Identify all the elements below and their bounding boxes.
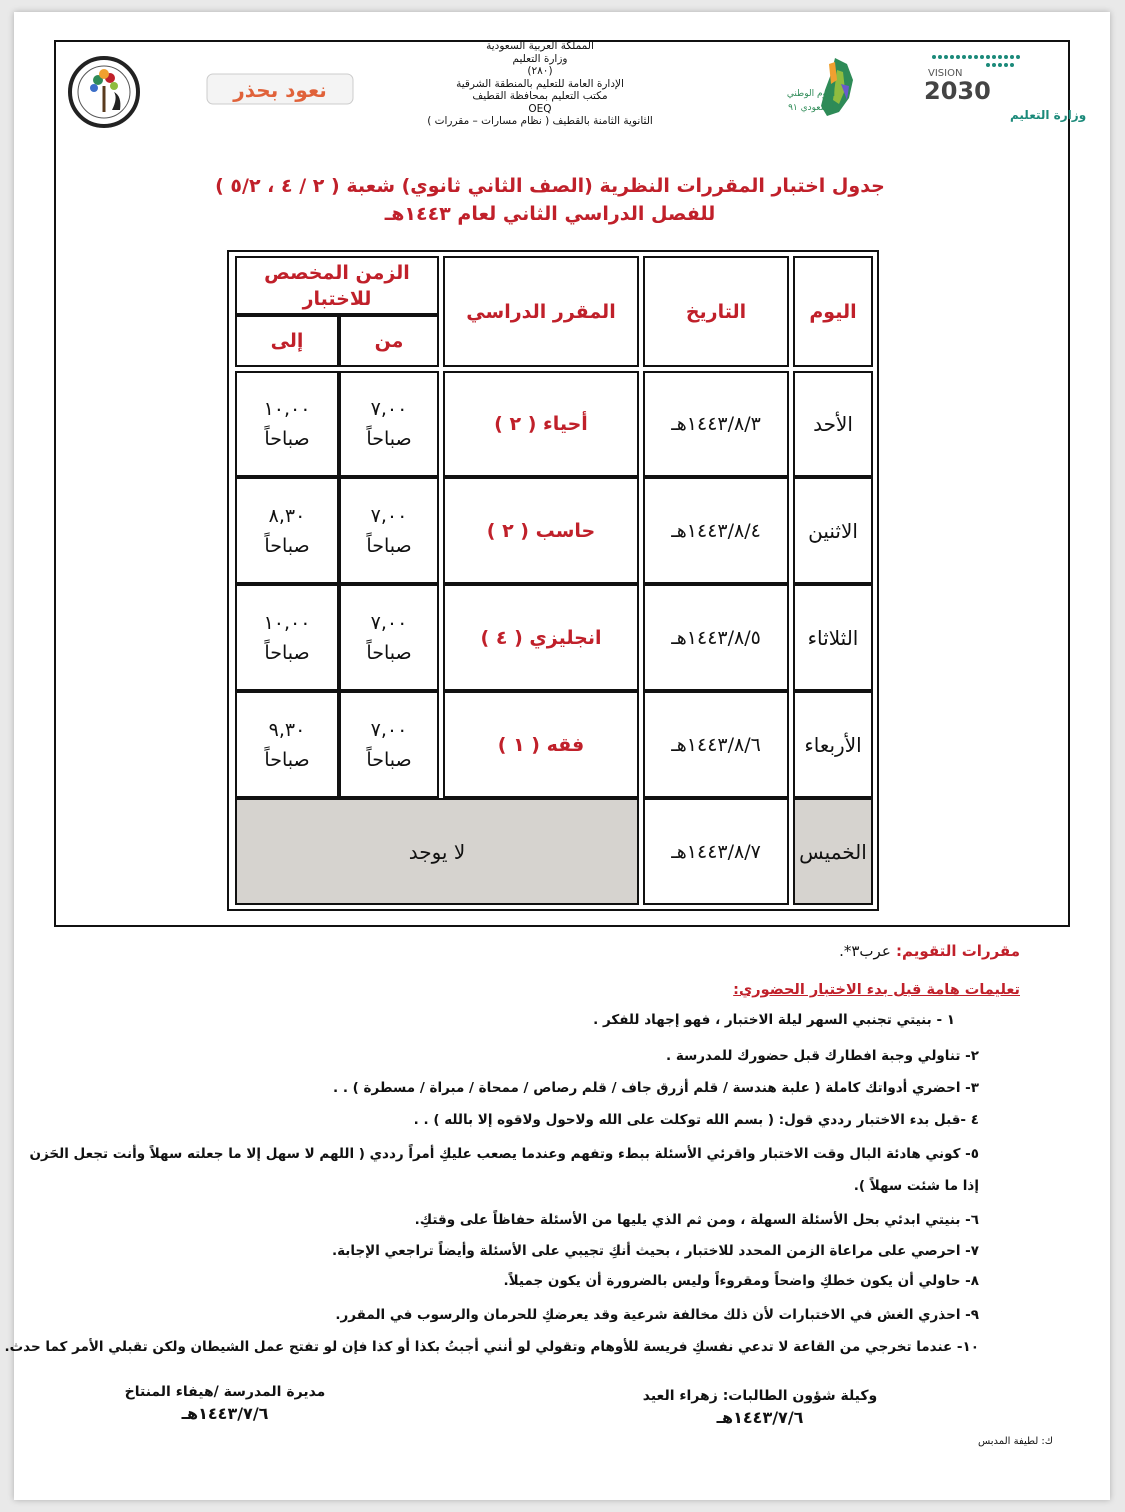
row-date: ١٤٤٣/٨/٦هـ bbox=[643, 691, 789, 798]
header-date: التاريخ bbox=[643, 256, 789, 367]
header-line: مكتب التعليم بمحافظة القطيف bbox=[472, 90, 608, 102]
return-carefully-logo bbox=[205, 70, 355, 108]
instruction-item: ٨- حاولي أن يكون خطكِ واضحاً ومقروءاً وليس بالضرورة أن يكون جميلاً. bbox=[503, 1273, 979, 1289]
deputy-signature bbox=[610, 1388, 910, 1427]
principal-signature bbox=[100, 1384, 350, 1423]
to-time: ١٠,٠٠ bbox=[263, 611, 311, 634]
evaluation-label: مقررات التقويم: bbox=[896, 942, 1020, 960]
from-time: ٧,٠٠ bbox=[370, 718, 408, 741]
row-subject: فقه ( ١ ) bbox=[443, 691, 639, 798]
evaluation-line bbox=[839, 942, 1020, 960]
from-period: صباحاً bbox=[366, 428, 412, 450]
header-from: من bbox=[339, 315, 439, 367]
svg-text:السعودي ٩١: السعودي ٩١ bbox=[788, 103, 834, 113]
deputy-date: ١٤٤٣/٧/٦هـ bbox=[716, 1408, 804, 1427]
row-subject: انجليزي ( ٤ ) bbox=[443, 584, 639, 691]
footnote: ك: لطيفة المدبس bbox=[978, 1436, 1054, 1447]
row-to bbox=[235, 371, 339, 477]
row-to bbox=[235, 477, 339, 584]
row-from bbox=[339, 477, 439, 584]
row-date: ١٤٤٣/٨/٥هـ bbox=[643, 584, 789, 691]
saudi-national-day-logo bbox=[775, 50, 875, 128]
from-time: ٧,٠٠ bbox=[370, 504, 408, 527]
row-date: ١٤٤٣/٨/٤هـ bbox=[643, 477, 789, 584]
header-to: إلى bbox=[235, 315, 339, 367]
header-line: الثانوية الثامنة بالقطيف ( نظام مسارات – مقررات ) bbox=[427, 115, 653, 127]
instruction-item: ٤ -قبل بدء الاختبار رددي قول: ( بسم الله توكلت على الله ولاحول ولاقوه إلا بالله ) . . bbox=[413, 1112, 979, 1128]
from-time: ٧,٠٠ bbox=[370, 398, 408, 420]
instruction-item: ٩- احذري الغش في الاختبارات لأن ذلك مخالفة شرعية وقد يعرضكِ للحرمان والرسوب في المقرر. bbox=[335, 1307, 979, 1323]
row-day: الأربعاء bbox=[793, 691, 873, 798]
header-subject: المقرر الدراسي bbox=[443, 256, 639, 367]
row-from bbox=[339, 584, 439, 691]
instruction-item: ٣- احضري أدواتك كاملة ( علبة هندسة / قلم أزرق جاف / قلم رصاص / ممحاة / مبراة / مسطرة ) . . bbox=[333, 1080, 979, 1096]
schedule-title bbox=[200, 172, 900, 228]
to-period: صباحاً bbox=[264, 641, 310, 664]
row-from bbox=[339, 691, 439, 798]
title-line-1: جدول اختبار المقررات النظرية (الصف الثاني ثانوي) شعبة ( ٢ / ٤ ، ٥/٢ ) bbox=[215, 175, 885, 197]
header-line: وزارة التعليم bbox=[512, 52, 568, 65]
exam-schedule-table bbox=[227, 250, 879, 911]
from-period: صباحاً bbox=[366, 641, 412, 664]
row-day: الخميس bbox=[793, 798, 873, 905]
row-to bbox=[235, 584, 339, 691]
to-time: ٩,٣٠ bbox=[268, 718, 306, 741]
instruction-item: ٢- تناولي وجبة افطارك قبل حضورك للمدرسة . bbox=[665, 1048, 979, 1064]
row-subject: حاسب ( ٢ ) bbox=[443, 477, 639, 584]
row-subject: أحياء ( ٢ ) bbox=[443, 371, 639, 477]
from-period: صباحاً bbox=[366, 534, 412, 557]
row-date: ١٤٤٣/٨/٣هـ bbox=[643, 371, 789, 477]
row-day: الاثنين bbox=[793, 477, 873, 584]
svg-text:اليوم الوطني: اليوم الوطني bbox=[786, 89, 836, 99]
to-time: ٨,٣٠ bbox=[268, 504, 306, 527]
header-line: (٢٨٠) bbox=[527, 65, 553, 77]
principal-title: مديرة المدرسة /هيفاء المنتاخ bbox=[124, 1384, 326, 1400]
instruction-item: ١٠- عندما تخرجي من القاعة لا تدعي نفسكِ فريسة للأوهام وتقولي لو أنني أجبتُ بكذا أو كذا فإن لو تفتح عمل الشيطان ولكن تقبلي الأمر كما حدث. bbox=[4, 1339, 979, 1355]
deputy-title: وكيلة شؤون الطالبات: زهراء العيد bbox=[642, 1388, 878, 1404]
to-period: صباحاً bbox=[264, 428, 310, 450]
row-day: الثلاثاء bbox=[793, 584, 873, 691]
from-period: صباحاً bbox=[366, 748, 412, 771]
row-date: ١٤٤٣/٨/٧هـ bbox=[643, 798, 789, 905]
instructions-title: تعليمات هامة قبل بدء الاختبار الحضوري: bbox=[733, 982, 1020, 998]
instruction-item: ٥- كوني هادئة البال وقت الاختبار واقرئي الأسئلة ببطء وتفهم وعندما يصعب عليكِ أمراً رددي ( اللهم لا سهل إلا ما جعلته سهلاً وأنت تجعل الحَزن bbox=[29, 1146, 979, 1162]
to-period: صباحاً bbox=[264, 748, 310, 771]
instruction-item: ٦- بنيتي ابدئي بحل الأسئلة السهلة ، ومن ثم الذي يليها من الأسئلة حفاظاً على وقتكِ. bbox=[414, 1212, 979, 1228]
principal-date: ١٤٤٣/٧/٦هـ bbox=[181, 1404, 269, 1423]
evaluation-value: عرب٣*. bbox=[839, 942, 891, 960]
svg-text:وزارة التعليم: وزارة التعليم bbox=[1010, 108, 1087, 122]
svg-text:VISION: VISION bbox=[928, 68, 963, 79]
header-time: الزمن المخصص للاختبار bbox=[235, 256, 439, 315]
header-line: الإدارة العامة للتعليم بالمنطقة الشرقية bbox=[456, 77, 624, 90]
row-no-exam: لا يوجد bbox=[235, 798, 639, 905]
vision-2030-logo bbox=[890, 45, 1087, 125]
header-line: OEQ bbox=[528, 102, 552, 115]
row-from bbox=[339, 371, 439, 477]
instruction-item-continued: إذا ما شئت سهلاً ). bbox=[853, 1178, 979, 1194]
title-line-2: للفصل الدراسي الثاني لعام ١٤٤٣هـ bbox=[384, 203, 716, 225]
header-line: المملكة العربية السعودية bbox=[486, 40, 594, 52]
school-circle-logo bbox=[68, 56, 140, 128]
instruction-item: ٧- احرصي على مراعاة الزمن المحدد للاختبار ، بحيث أنكِ تجيبي على الأسئلة وأيضاً تراجعي الإجابة. bbox=[331, 1243, 979, 1259]
svg-text:2030: 2030 bbox=[924, 77, 991, 105]
instruction-item: ١ - بنيتي تجنبي السهر ليلة الاختبار ، فهو إجهاد للفكر . bbox=[593, 1012, 955, 1028]
to-time: ١٠,٠٠ bbox=[263, 398, 311, 420]
from-time: ٧,٠٠ bbox=[370, 611, 408, 634]
to-period: صباحاً bbox=[264, 534, 310, 557]
school-header bbox=[370, 40, 710, 128]
svg-text:نعود بحذر: نعود بحذر bbox=[233, 78, 327, 102]
row-day: الأحد bbox=[793, 371, 873, 477]
row-to bbox=[235, 691, 339, 798]
header-day: اليوم bbox=[793, 256, 873, 367]
